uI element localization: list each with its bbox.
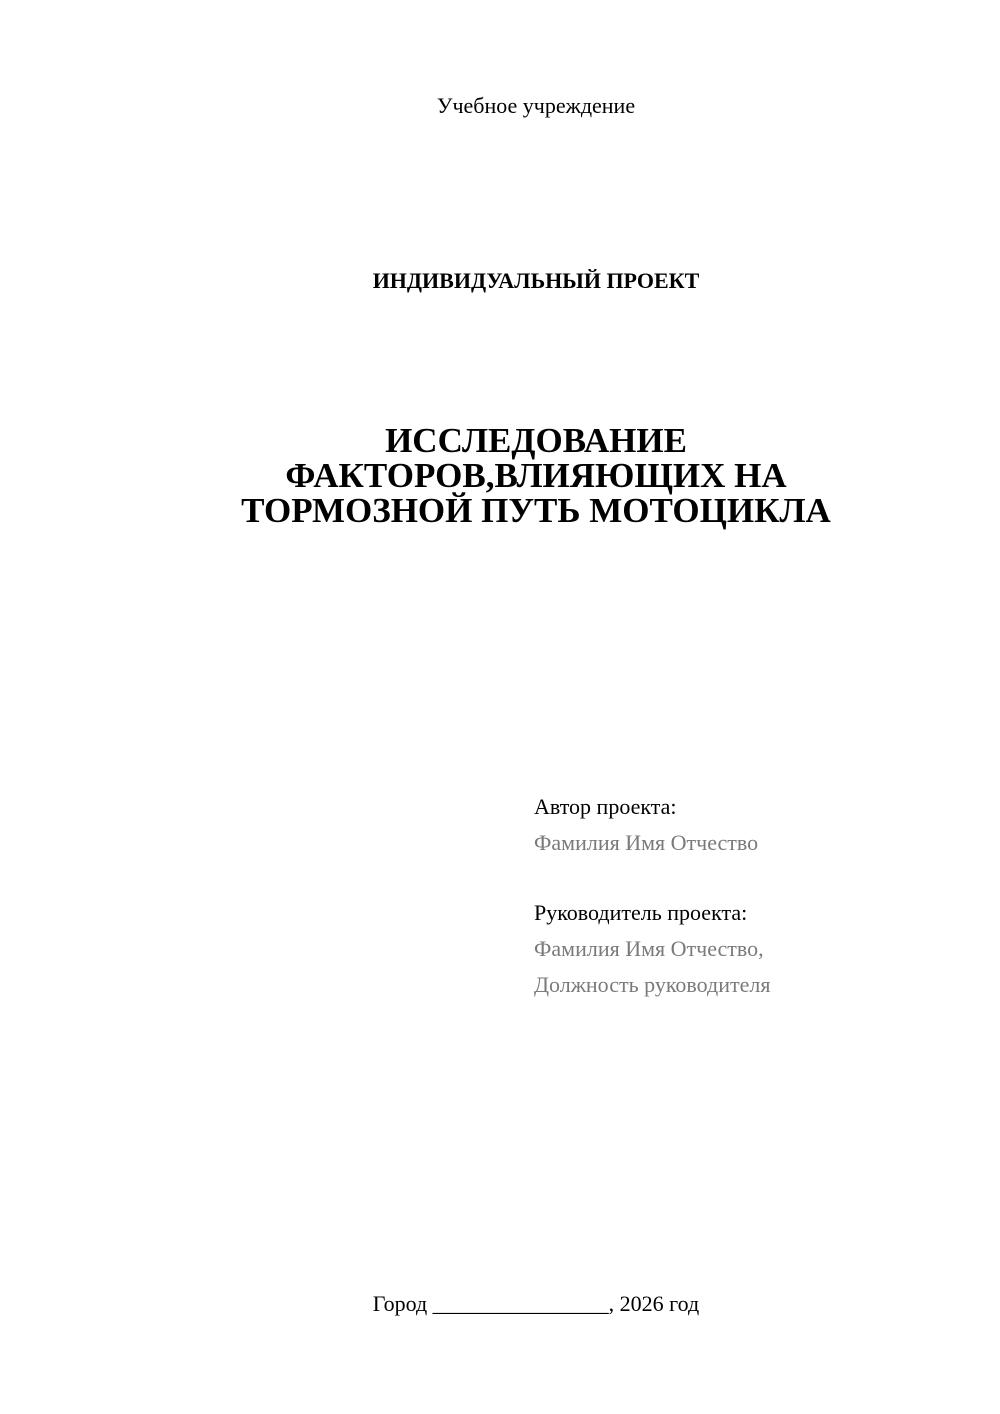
city-blank: ________________ <box>432 1291 609 1316</box>
project-title <box>160 423 912 528</box>
project-title-line: ИССЛЕДОВАНИЕ <box>385 421 687 460</box>
supervisor-position: Должность руководителя <box>534 972 771 997</box>
project-title-line: ФАКТОРОВ,ВЛИЯЮЩИХ НА <box>285 456 787 495</box>
credits-spacer <box>534 861 974 895</box>
supervisor-name: Фамилия Имя Отчество, <box>534 936 764 961</box>
project-title-line: ТОРМОЗНОЙ ПУТЬ МОТОЦИКЛА <box>241 491 831 530</box>
year-text: , 2026 год <box>608 1291 700 1316</box>
supervisor-label: Руководитель проекта: <box>534 900 748 925</box>
author-name: Фамилия Имя Отчество <box>534 830 759 855</box>
credits-block <box>534 789 974 1003</box>
institution-name: Учебное учреждение <box>436 93 636 118</box>
city-year-line <box>0 1290 1000 1318</box>
city-label: Город <box>372 1291 428 1316</box>
author-label: Автор проекта: <box>534 794 677 819</box>
project-type-heading: ИНДИВИДУАЛЬНЫЙ ПРОЕКТ <box>372 268 700 293</box>
